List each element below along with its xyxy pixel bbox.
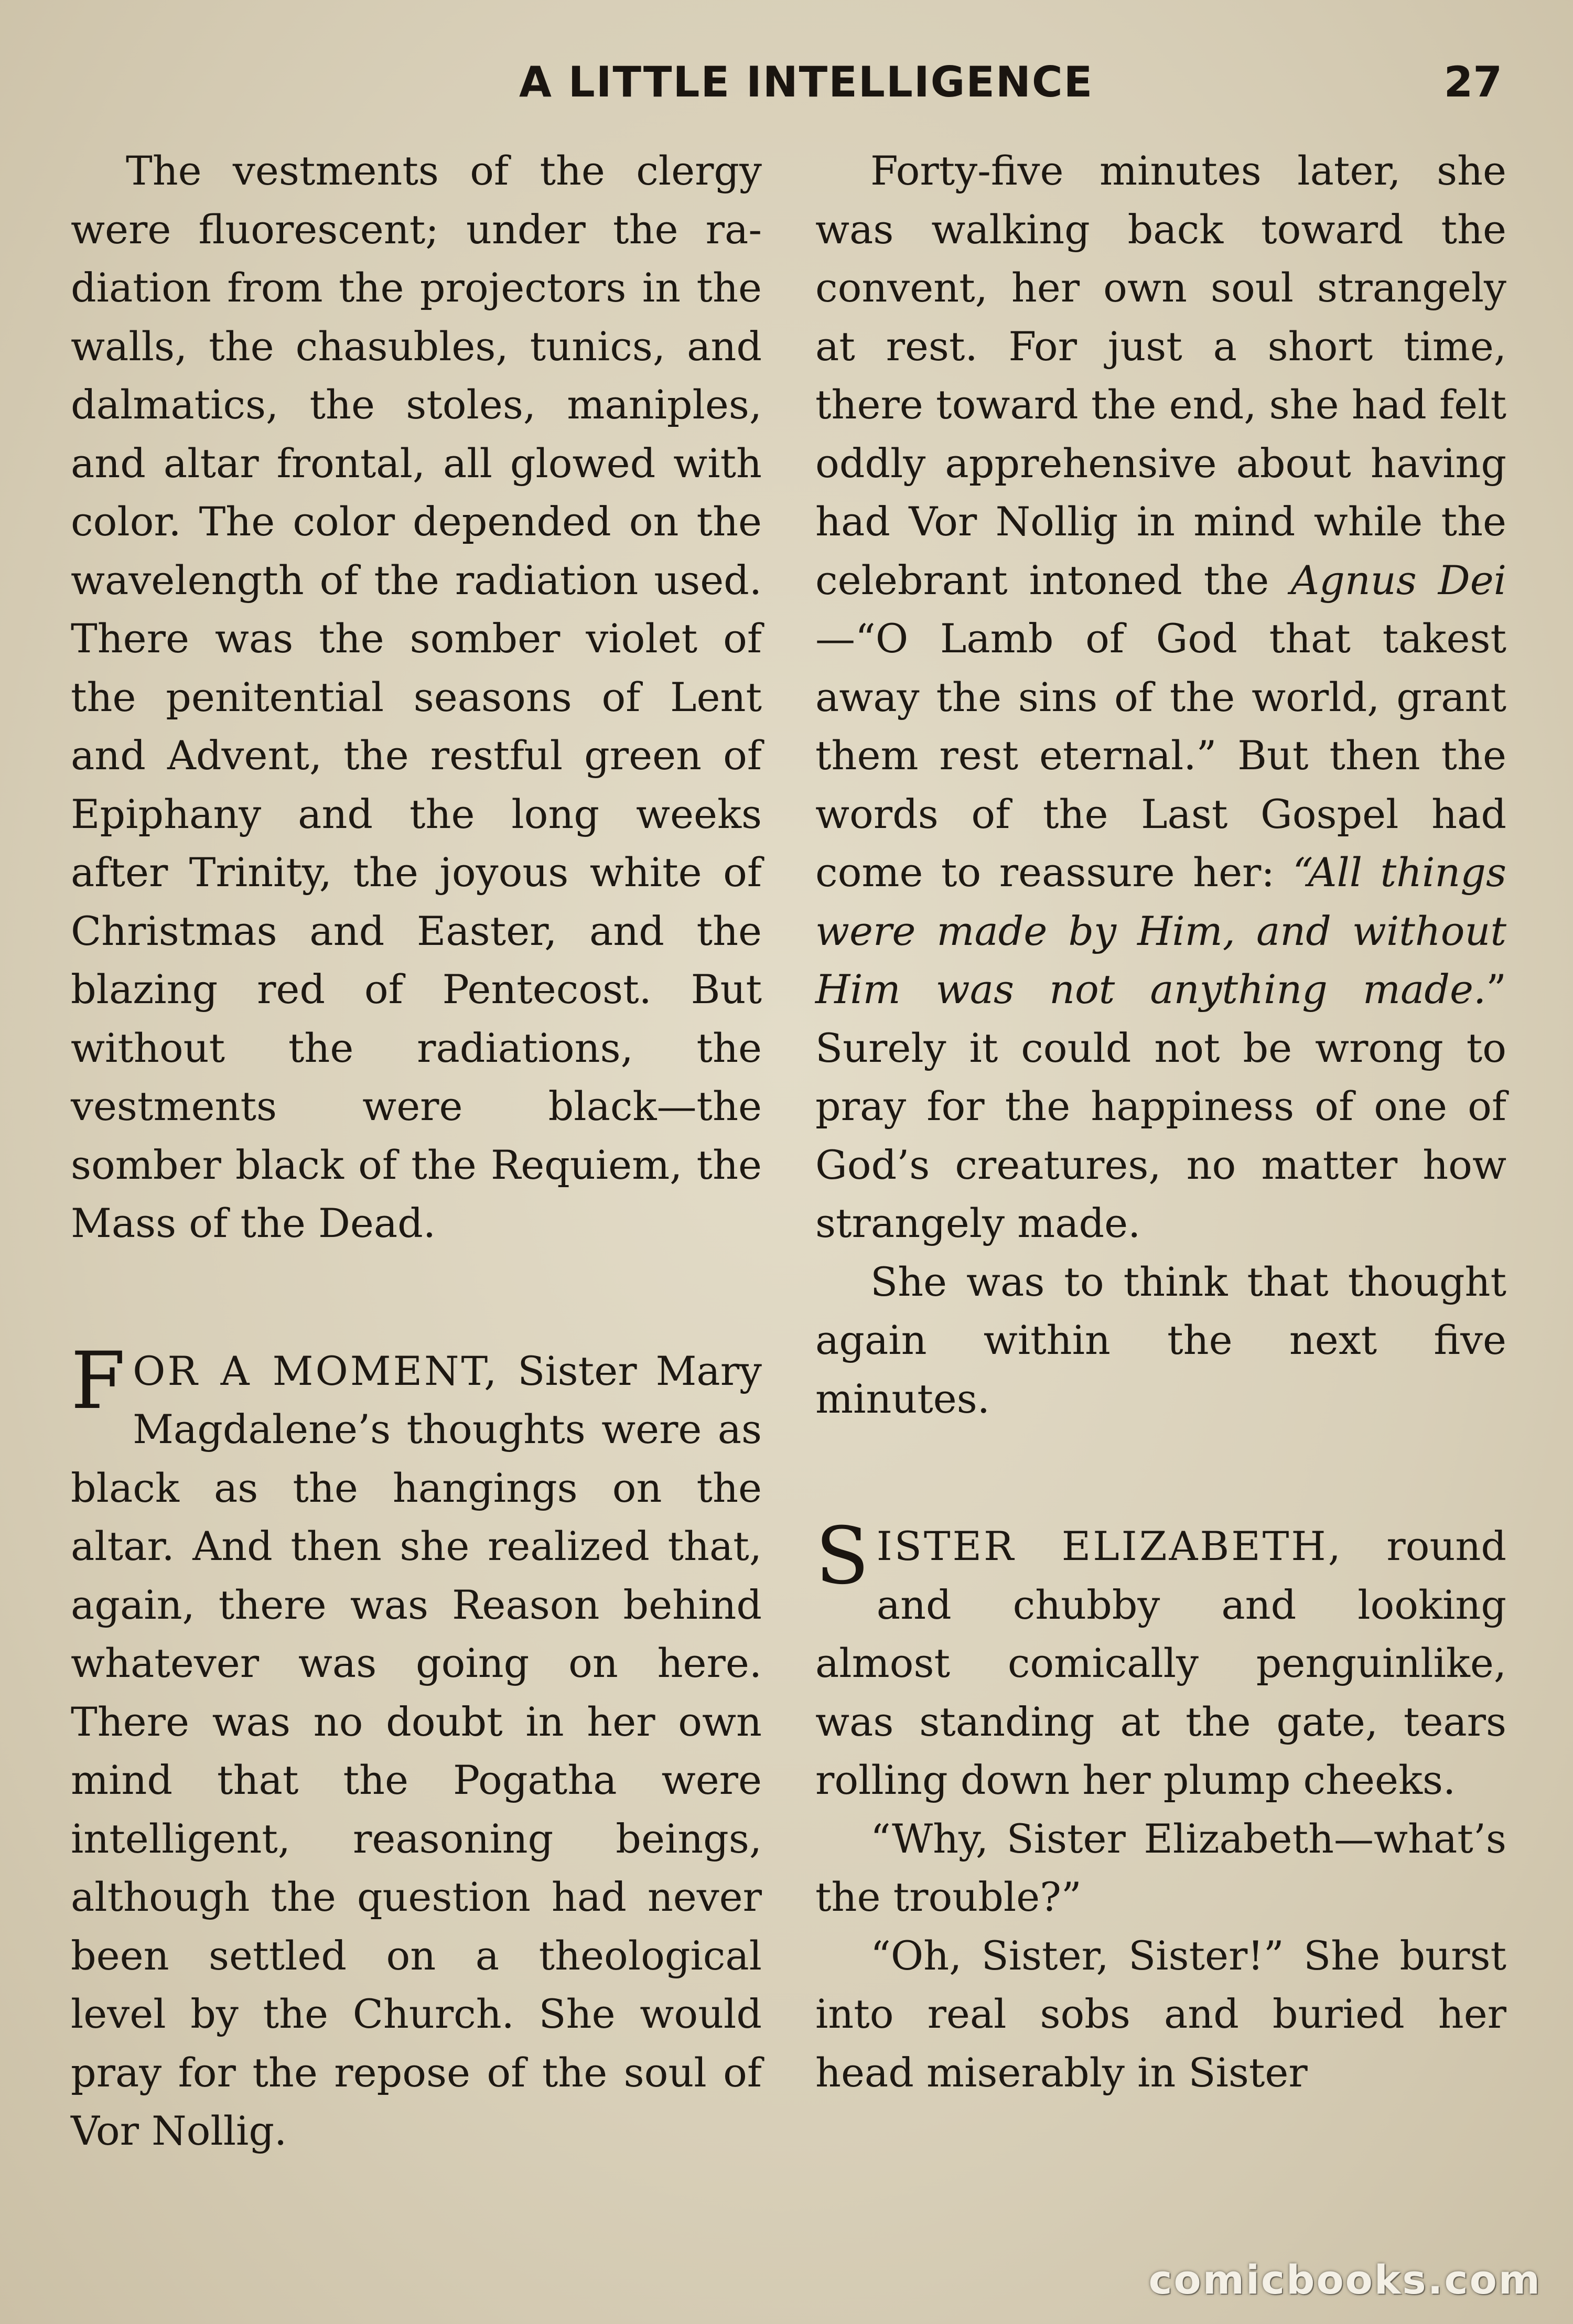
drop-cap: S	[815, 1511, 869, 1602]
text-segment: Forty-five minutes later, she was walking back toward the convent, her own soul strangely at rest. For just a short time, there toward the end, she had felt oddly apprehensive about having had Vor Nollig in mind while the celebrant intoned the	[815, 147, 1506, 604]
italic-gospel-quote: “All things were made by Him, and without Him was not anything made.	[815, 849, 1506, 1013]
paragraph-vestments: The vestments of the clergy were fluorescent; under the radiation from the projectors in the walls, the chasubles, tunics, and dalmatics, the stoles, maniples, and altar frontal, all glowed with color. The color depended on the wavelength of the radiation used. There was the somber violet of the penitential seasons of Lent and Advent, the restful green of Epiphany and the long weeks after Trinity, the joyous white of Christmas and Easter, and the blazing red of Pentecost. But without the radiations, the vestments were black—the somber black of the Requiem, the Mass of the Dead.	[71, 147, 762, 1246]
paragraph-dialogue-oh-sister: “Oh, Sister, Sister!” She burst into real sobs and buried her head miserably in Sister	[815, 1932, 1506, 2096]
paragraph-forty-five-minutes	[815, 142, 1506, 1253]
paragraph-text: round and chubby and looking almost comically penguinlike, was standing at the gate, tears rolling down her plump cheeks.	[815, 1523, 1506, 1803]
text-segment: ” Surely it could not be wrong to pray for the happiness of one of God’s creatures, no matter how strangely made.	[815, 966, 1506, 1246]
paragraph-dialogue-why: “Why, Sister Elizabeth—what’s the trouble?”	[815, 1815, 1506, 1920]
running-head: A LITTLE INTELLIGENCE	[519, 58, 1094, 106]
drop-cap: F	[71, 1335, 126, 1427]
paragraph-sister-elizabeth	[815, 1511, 1506, 1810]
right-column	[815, 142, 1506, 2102]
page-number: 27	[1443, 58, 1502, 106]
page-header	[0, 58, 1573, 115]
left-column	[71, 142, 762, 2160]
section-break	[71, 1253, 762, 1342]
lead-in-caps: OR A MOMENT,	[133, 1347, 499, 1394]
paragraph-she-was-to-think: She was to think that thought again within the next five minutes.	[815, 1258, 1506, 1422]
lead-in-caps: ISTER ELIZABETH,	[876, 1523, 1343, 1569]
italic-agnus-dei: Agnus Dei	[1290, 556, 1506, 604]
section-break	[815, 1428, 1506, 1517]
paragraph-for-a-moment	[71, 1335, 762, 2160]
paragraph-text: Sister Mary Magdalene’s thoughts were as black as the hangings on the altar. And then she realized that, again, there was Reason behind whatever was going on here. There was no doubt in her own mind that the Pogatha were intelligent, reasoning beings, although the question had never been settled on a theological level by the Church. She would pray for the repose of the soul of Vor Nollig.	[71, 1347, 762, 2154]
watermark: comicbooks.com	[1148, 2256, 1542, 2303]
text-segment: —“O Lamb of God that takest away the sins of the world, grant them rest eternal.” But then the words of the Last Gospel had come to reassure her:	[815, 615, 1506, 896]
